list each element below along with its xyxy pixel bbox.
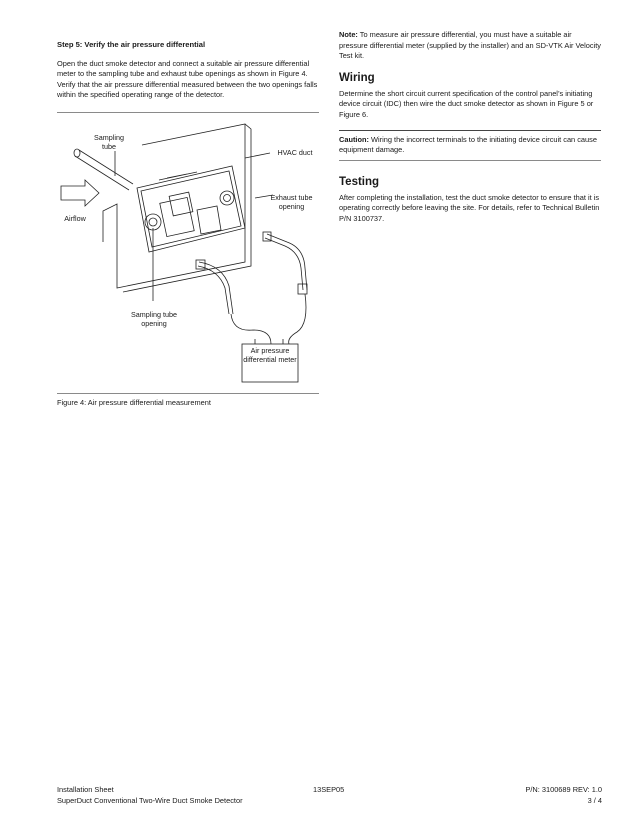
- footer-doc-type: Installation Sheet: [57, 785, 114, 794]
- hose-left: [231, 314, 271, 344]
- footer-date: 13SEP05: [313, 785, 345, 794]
- label-sampling-tube: Sampling tube: [94, 133, 124, 151]
- exhaust-tube: [265, 238, 303, 290]
- sampling-tube: [75, 150, 133, 190]
- label-exhaust-tube-opening: Exhaust tube opening: [270, 193, 313, 211]
- figure-top-divider: [57, 112, 319, 113]
- airflow-arrow: [61, 180, 99, 206]
- wiring-heading: Wiring: [339, 71, 375, 84]
- figure-4: [57, 118, 319, 392]
- figure-bottom-divider: [57, 393, 319, 394]
- testing-heading: Testing: [339, 175, 380, 188]
- testing-body: After completing the installation, test the duct smoke detector to ensure that it is operating correctly before leaving the site. For details, refer to Technical Bulletin P/N 3100737.: [339, 192, 600, 223]
- caution-text: Wiring the incorrect terminals to the initiating device circuit can cause equipment damage.: [339, 134, 597, 155]
- step5-body: Open the duct smoke detector and connect a suitable air pressure differential meter to the sampling tube and exhaust tube openings as shown in Figure 4. Verify that the air pressure differential measured between the two openings falls within the specified operating range of the detector.: [57, 58, 318, 100]
- hose-right: [289, 294, 306, 344]
- step5-title: Step 5: Verify the air pressure differential: [57, 40, 206, 49]
- footer-right: [480, 785, 602, 806]
- label-hvac-duct: HVAC duct: [277, 148, 313, 157]
- note-lead: Note:: [339, 30, 358, 39]
- label-meter: Air pressure differential meter: [243, 346, 297, 364]
- note-text: To measure air pressure differential, you must have a suitable air pressure differential meter (supplied by the installer) and an SD-VTK Air Velocity Test kit.: [339, 30, 601, 61]
- note-paragraph: [339, 30, 601, 62]
- left-column: [57, 36, 319, 101]
- right-column: [339, 30, 601, 225]
- caution-paragraph: [339, 135, 601, 156]
- sampling-hose: [198, 266, 229, 314]
- footer-part-number: P/N: 3100689 REV: 1.0: [525, 785, 602, 794]
- footer-page-number: 3 / 4: [587, 795, 602, 805]
- label-airflow: Airflow: [64, 214, 86, 223]
- figure-4-caption: Figure 4: Air pressure differential measurement: [57, 398, 211, 407]
- wiring-body: Determine the short circuit current specification of the control panel’s initiating device circuit (IDC) then wire the duct smoke detector as shown in Figure 5 or Figure 6.: [339, 88, 594, 119]
- footer-left: [57, 785, 243, 806]
- label-sampling-tube-opening: Sampling tube opening: [131, 310, 177, 328]
- footer-product: SuperDuct Conventional Two-Wire Duct Smoke Detector: [57, 795, 243, 805]
- caution-lead: Caution:: [339, 134, 369, 144]
